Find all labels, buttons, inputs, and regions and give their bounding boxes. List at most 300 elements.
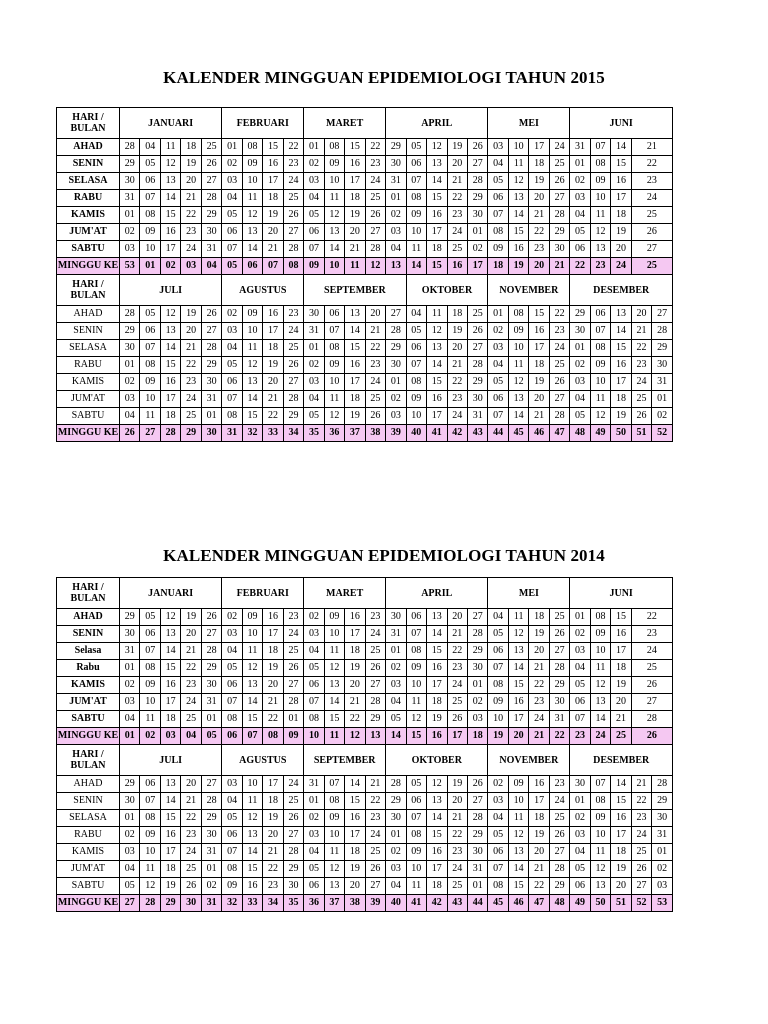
date-cell: 06 [488, 391, 508, 408]
date-cell: 28 [201, 793, 221, 810]
date-cell: 11 [160, 139, 180, 156]
date-cell: 10 [324, 626, 344, 643]
date-cell: 10 [590, 374, 610, 391]
date-cell: 24 [447, 408, 467, 425]
date-cell: 27 [549, 844, 569, 861]
day-row [57, 810, 673, 827]
date-cell: 02 [304, 810, 324, 827]
date-cell: 22 [631, 793, 651, 810]
date-cell: 09 [222, 878, 242, 895]
date-cell: 12 [508, 626, 528, 643]
date-cell: 07 [590, 776, 610, 793]
date-cell: 20 [263, 224, 283, 241]
week-number: 30 [181, 895, 201, 912]
day-label: KAMIS [57, 374, 120, 391]
date-cell: 27 [201, 323, 221, 340]
date-cell: 24 [549, 340, 569, 357]
date-cell: 27 [283, 827, 303, 844]
date-cell: 20 [263, 677, 283, 694]
date-cell: 21 [447, 357, 467, 374]
week-number: 53 [120, 258, 140, 275]
date-cell: 23 [283, 609, 303, 626]
week-number: 26 [631, 728, 672, 745]
week-number: 38 [365, 425, 385, 442]
week-number-row [57, 425, 673, 442]
date-cell: 23 [631, 810, 651, 827]
date-cell: 26 [283, 810, 303, 827]
date-cell: 18 [529, 156, 549, 173]
date-cell: 05 [488, 827, 508, 844]
week-number: 52 [652, 425, 673, 442]
date-cell: 05 [140, 306, 160, 323]
week-number: 08 [263, 728, 283, 745]
day-row [57, 241, 673, 258]
week-number: 39 [386, 425, 406, 442]
date-cell: 13 [160, 173, 180, 190]
date-cell: 27 [201, 626, 221, 643]
date-cell: 02 [488, 776, 508, 793]
date-cell: 29 [120, 156, 140, 173]
date-cell: 29 [201, 660, 221, 677]
date-cell: 12 [140, 878, 160, 895]
date-cell: 30 [549, 694, 569, 711]
date-cell: 07 [222, 844, 242, 861]
date-cell: 15 [427, 190, 447, 207]
date-cell: 12 [508, 173, 528, 190]
date-cell: 07 [324, 323, 344, 340]
date-cell: 23 [549, 776, 569, 793]
day-label: RABU [57, 827, 120, 844]
week-number: 28 [160, 425, 180, 442]
date-cell: 28 [467, 626, 487, 643]
week-number: 36 [304, 895, 324, 912]
date-cell: 11 [590, 660, 610, 677]
date-cell: 05 [304, 408, 324, 425]
date-cell: 12 [427, 323, 447, 340]
day-label: KAMIS [57, 207, 120, 224]
date-cell: 18 [611, 391, 631, 408]
date-cell: 25 [365, 190, 385, 207]
date-cell: 29 [120, 776, 140, 793]
date-cell: 07 [488, 408, 508, 425]
date-cell: 06 [570, 878, 590, 895]
date-cell: 07 [406, 810, 426, 827]
date-cell: 31 [201, 694, 221, 711]
date-cell: 02 [652, 408, 673, 425]
date-cell: 14 [242, 694, 262, 711]
date-cell: 10 [508, 793, 528, 810]
date-cell: 05 [570, 861, 590, 878]
date-cell: 21 [345, 241, 365, 258]
date-cell: 10 [242, 626, 262, 643]
date-cell: 19 [447, 776, 467, 793]
date-cell: 12 [160, 306, 180, 323]
date-cell: 13 [590, 241, 610, 258]
week-number: 28 [140, 895, 160, 912]
date-cell: 12 [427, 776, 447, 793]
date-cell: 01 [120, 810, 140, 827]
date-cell: 25 [283, 643, 303, 660]
day-label: SABTU [57, 711, 120, 728]
date-cell: 08 [222, 861, 242, 878]
date-cell: 10 [590, 190, 610, 207]
date-cell: 26 [549, 827, 569, 844]
date-cell: 22 [263, 711, 283, 728]
week-number: 26 [120, 425, 140, 442]
date-cell: 17 [345, 626, 365, 643]
date-cell: 08 [406, 643, 426, 660]
date-cell: 29 [201, 207, 221, 224]
week-number: 01 [120, 728, 140, 745]
date-cell: 17 [263, 323, 283, 340]
week-number: 40 [406, 425, 426, 442]
week-number: 04 [201, 258, 221, 275]
date-cell: 06 [488, 643, 508, 660]
date-cell: 10 [324, 827, 344, 844]
date-cell: 13 [427, 156, 447, 173]
day-row [57, 340, 673, 357]
date-cell: 09 [508, 323, 528, 340]
date-cell: 13 [160, 323, 180, 340]
date-cell: 08 [590, 156, 610, 173]
month-name: MARET [304, 578, 386, 609]
date-cell: 12 [406, 711, 426, 728]
date-cell: 29 [467, 827, 487, 844]
date-cell: 25 [181, 408, 201, 425]
week-number: 20 [508, 728, 528, 745]
week-number: 40 [386, 895, 406, 912]
date-cell: 05 [304, 207, 324, 224]
date-cell: 18 [427, 241, 447, 258]
date-cell: 16 [160, 677, 180, 694]
date-cell: 04 [222, 793, 242, 810]
date-cell: 08 [406, 827, 426, 844]
date-cell: 07 [140, 643, 160, 660]
date-cell: 01 [120, 207, 140, 224]
date-cell: 03 [570, 827, 590, 844]
date-cell: 26 [549, 626, 569, 643]
week-number: 53 [652, 895, 673, 912]
date-cell: 31 [467, 861, 487, 878]
date-cell: 22 [447, 827, 467, 844]
week-number: 24 [611, 258, 631, 275]
date-cell: 29 [652, 340, 673, 357]
date-cell: 26 [365, 207, 385, 224]
date-cell: 24 [549, 139, 569, 156]
date-cell: 19 [529, 374, 549, 391]
week-number: 25 [611, 728, 631, 745]
date-cell: 30 [120, 173, 140, 190]
date-cell: 15 [529, 306, 549, 323]
date-cell: 29 [283, 408, 303, 425]
date-cell: 02 [304, 609, 324, 626]
date-cell: 08 [324, 139, 344, 156]
date-cell: 09 [140, 374, 160, 391]
date-cell: 13 [242, 374, 262, 391]
date-cell: 03 [304, 173, 324, 190]
date-cell: 16 [427, 391, 447, 408]
date-cell: 04 [406, 306, 426, 323]
month-name: SEPTEMBER [304, 275, 406, 306]
date-cell: 06 [406, 793, 426, 810]
date-cell: 25 [467, 306, 487, 323]
date-cell: 31 [120, 643, 140, 660]
date-cell: 11 [590, 207, 610, 224]
date-cell: 04 [304, 643, 324, 660]
date-cell: 30 [201, 827, 221, 844]
date-cell: 14 [160, 190, 180, 207]
date-cell: 04 [386, 694, 406, 711]
day-row [57, 156, 673, 173]
date-cell: 22 [549, 306, 569, 323]
week-label: MINGGU KE [57, 425, 120, 442]
date-cell: 30 [201, 374, 221, 391]
date-cell: 25 [631, 844, 651, 861]
week-number: 14 [386, 728, 406, 745]
date-cell: 16 [263, 306, 283, 323]
date-cell: 12 [590, 861, 610, 878]
date-cell: 10 [242, 173, 262, 190]
week-number: 21 [549, 258, 569, 275]
date-cell: 01 [652, 391, 673, 408]
date-cell: 09 [406, 660, 426, 677]
date-cell: 09 [242, 156, 262, 173]
date-cell: 03 [488, 793, 508, 810]
week-number: 13 [365, 728, 385, 745]
day-row [57, 323, 673, 340]
week-number: 09 [304, 258, 324, 275]
date-cell: 29 [549, 677, 569, 694]
month-header-row [57, 108, 673, 139]
date-cell: 15 [611, 156, 631, 173]
date-cell: 26 [631, 408, 651, 425]
date-cell: 11 [242, 340, 262, 357]
date-cell: 02 [222, 609, 242, 626]
date-cell: 04 [488, 156, 508, 173]
date-cell: 19 [181, 609, 201, 626]
date-cell: 19 [611, 408, 631, 425]
date-cell: 10 [406, 224, 426, 241]
date-cell: 01 [488, 306, 508, 323]
date-cell: 10 [242, 323, 262, 340]
day-month-header: HARI / BULAN [57, 275, 120, 306]
date-cell: 26 [365, 660, 385, 677]
date-cell: 14 [611, 323, 631, 340]
date-cell: 24 [365, 827, 385, 844]
date-cell: 23 [631, 626, 672, 643]
date-cell: 20 [529, 844, 549, 861]
date-cell: 09 [324, 810, 344, 827]
date-cell: 02 [201, 878, 221, 895]
date-cell: 06 [570, 241, 590, 258]
date-cell: 04 [222, 190, 242, 207]
date-cell: 28 [201, 340, 221, 357]
date-cell: 24 [283, 626, 303, 643]
date-cell: 14 [427, 810, 447, 827]
date-cell: 31 [386, 173, 406, 190]
date-cell: 03 [386, 224, 406, 241]
date-cell: 17 [529, 793, 549, 810]
date-cell: 01 [222, 139, 242, 156]
date-cell: 24 [365, 626, 385, 643]
date-cell: 09 [406, 391, 426, 408]
date-cell: 03 [120, 844, 140, 861]
date-cell: 25 [201, 139, 221, 156]
week-number: 03 [160, 728, 180, 745]
day-label: SELASA [57, 173, 120, 190]
date-cell: 14 [611, 776, 631, 793]
date-cell: 13 [324, 878, 344, 895]
month-name: JUNI [570, 108, 673, 139]
date-cell: 21 [345, 694, 365, 711]
date-cell: 16 [345, 357, 365, 374]
date-cell: 14 [427, 626, 447, 643]
date-cell: 03 [570, 643, 590, 660]
week-number: 08 [283, 258, 303, 275]
date-cell: 12 [427, 139, 447, 156]
date-cell: 27 [631, 694, 672, 711]
date-cell: 23 [529, 241, 549, 258]
day-label: SELASA [57, 340, 120, 357]
date-cell: 30 [386, 156, 406, 173]
week-number: 30 [201, 425, 221, 442]
date-cell: 24 [631, 190, 672, 207]
date-cell: 16 [160, 374, 180, 391]
week-number: 23 [590, 258, 610, 275]
date-cell: 18 [160, 408, 180, 425]
week-number: 41 [406, 895, 426, 912]
date-cell: 31 [201, 844, 221, 861]
week-number: 45 [508, 425, 528, 442]
week-number: 31 [201, 895, 221, 912]
date-cell: 17 [263, 776, 283, 793]
date-cell: 02 [386, 844, 406, 861]
date-cell: 29 [386, 340, 406, 357]
date-cell: 09 [324, 609, 344, 626]
date-cell: 07 [222, 391, 242, 408]
date-cell: 07 [406, 173, 426, 190]
date-cell: 11 [324, 391, 344, 408]
date-cell: 07 [140, 190, 160, 207]
date-cell: 04 [304, 391, 324, 408]
date-cell: 08 [508, 306, 528, 323]
date-cell: 11 [242, 643, 262, 660]
date-cell: 15 [611, 340, 631, 357]
date-cell: 11 [590, 844, 610, 861]
day-row [57, 173, 673, 190]
date-cell: 01 [386, 827, 406, 844]
date-cell: 27 [631, 878, 651, 895]
date-cell: 04 [304, 190, 324, 207]
date-cell: 23 [529, 694, 549, 711]
date-cell: 16 [160, 827, 180, 844]
month-name: MARET [304, 108, 386, 139]
date-cell: 12 [324, 861, 344, 878]
date-cell: 20 [447, 340, 467, 357]
date-cell: 27 [467, 156, 487, 173]
day-row [57, 224, 673, 241]
date-cell: 24 [181, 391, 201, 408]
month-name: JUNI [570, 578, 673, 609]
date-cell: 21 [447, 810, 467, 827]
date-cell: 28 [467, 173, 487, 190]
date-cell: 09 [508, 776, 528, 793]
date-cell: 23 [181, 224, 201, 241]
date-cell: 24 [631, 374, 651, 391]
date-cell: 30 [120, 340, 140, 357]
week-number: 18 [467, 728, 487, 745]
date-cell: 01 [304, 340, 324, 357]
week-number: 19 [508, 258, 528, 275]
week-number: 05 [201, 728, 221, 745]
date-cell: 24 [365, 374, 385, 391]
date-cell: 14 [427, 357, 447, 374]
date-cell: 29 [652, 793, 673, 810]
date-cell: 27 [386, 306, 406, 323]
date-cell: 28 [386, 776, 406, 793]
date-cell: 01 [570, 793, 590, 810]
date-cell: 04 [222, 643, 242, 660]
date-cell: 22 [529, 224, 549, 241]
date-cell: 19 [263, 207, 283, 224]
date-cell: 30 [467, 660, 487, 677]
date-cell: 31 [304, 776, 324, 793]
week-number: 22 [570, 258, 590, 275]
day-label: KAMIS [57, 844, 120, 861]
date-cell: 24 [549, 793, 569, 810]
date-cell: 30 [120, 793, 140, 810]
day-month-header: HARI / BULAN [57, 108, 120, 139]
date-cell: 30 [120, 626, 140, 643]
date-cell: 08 [140, 357, 160, 374]
week-number: 51 [611, 895, 631, 912]
date-cell: 27 [283, 224, 303, 241]
date-cell: 26 [283, 207, 303, 224]
date-cell: 09 [140, 224, 160, 241]
date-cell: 30 [283, 878, 303, 895]
date-cell: 31 [386, 626, 406, 643]
date-cell: 21 [447, 626, 467, 643]
date-cell: 28 [652, 323, 673, 340]
week-number: 33 [263, 425, 283, 442]
date-cell: 09 [590, 810, 610, 827]
date-cell: 04 [386, 241, 406, 258]
date-cell: 30 [652, 810, 673, 827]
date-cell: 25 [181, 711, 201, 728]
date-cell: 23 [365, 357, 385, 374]
date-cell: 05 [140, 156, 160, 173]
date-cell: 20 [345, 224, 365, 241]
date-cell: 18 [529, 810, 549, 827]
date-cell: 09 [324, 357, 344, 374]
date-cell: 16 [529, 776, 549, 793]
date-cell: 01 [570, 340, 590, 357]
date-cell: 18 [427, 878, 447, 895]
date-cell: 20 [345, 878, 365, 895]
week-number: 17 [447, 728, 467, 745]
date-cell: 24 [631, 643, 672, 660]
month-name: FEBRUARI [222, 108, 304, 139]
date-cell: 09 [242, 609, 262, 626]
date-cell: 19 [345, 861, 365, 878]
date-cell: 24 [283, 323, 303, 340]
date-cell: 22 [529, 677, 549, 694]
week-number: 02 [140, 728, 160, 745]
date-cell: 12 [242, 660, 262, 677]
date-cell: 26 [365, 861, 385, 878]
date-cell: 31 [570, 139, 590, 156]
week-number: 29 [181, 425, 201, 442]
